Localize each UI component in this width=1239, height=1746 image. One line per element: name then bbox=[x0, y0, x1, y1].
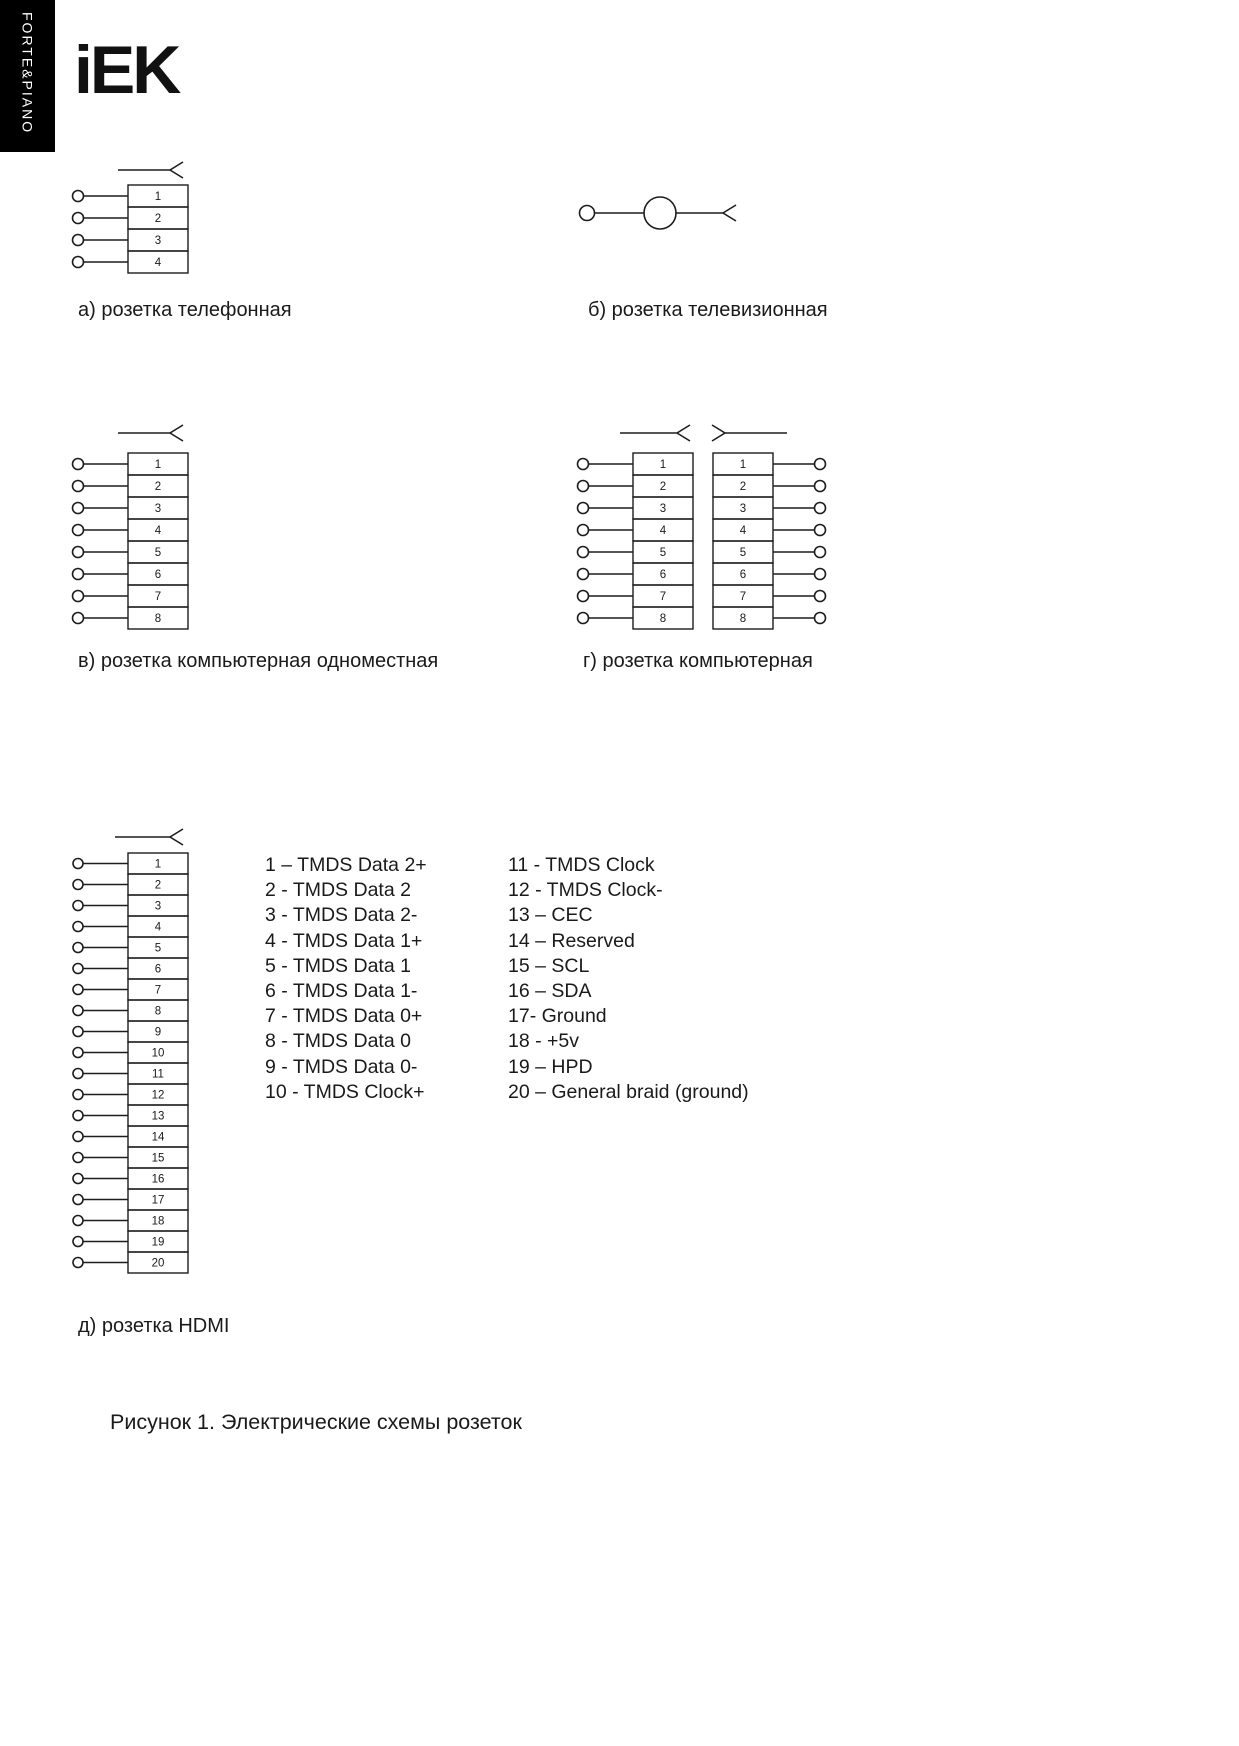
terminal-circle bbox=[815, 569, 826, 580]
diagram-hdmi-socket bbox=[60, 823, 260, 1288]
legend-item: 19 – HPD bbox=[508, 1055, 593, 1078]
pin-number: 5 bbox=[739, 547, 747, 559]
terminal-circle bbox=[73, 547, 84, 558]
terminal-circle bbox=[73, 1237, 83, 1247]
legend-item: 16 – SDA bbox=[508, 980, 592, 1003]
terminal-circle bbox=[644, 197, 676, 229]
terminal-circle bbox=[815, 481, 826, 492]
terminal-circle bbox=[73, 1153, 83, 1163]
terminal-circle bbox=[578, 547, 589, 558]
terminal-circle bbox=[73, 257, 84, 268]
terminal-circle bbox=[73, 943, 83, 953]
pin-number: 1 bbox=[154, 459, 162, 471]
pin-number: 16 bbox=[151, 1173, 165, 1186]
terminal-circle bbox=[73, 503, 84, 514]
legend-item: 14 – Reserved bbox=[508, 929, 635, 952]
terminal-circle bbox=[73, 1006, 83, 1016]
wire-line bbox=[170, 837, 183, 845]
pin-number: 2 bbox=[154, 481, 162, 493]
pin-number: 10 bbox=[151, 1047, 165, 1060]
pin-number: 3 bbox=[659, 503, 667, 515]
pin-number: 5 bbox=[659, 547, 667, 559]
terminal-circle bbox=[73, 213, 84, 224]
terminal-circle bbox=[815, 459, 826, 470]
pin-number: 2 bbox=[154, 879, 162, 892]
wire-line bbox=[170, 433, 183, 441]
terminal-circle bbox=[578, 591, 589, 602]
pin-number: 3 bbox=[154, 503, 162, 515]
terminal-circle bbox=[815, 591, 826, 602]
pin-number: 1 bbox=[154, 191, 162, 203]
legend-item: 20 – General braid (ground) bbox=[508, 1080, 749, 1103]
pin-number: 3 bbox=[154, 235, 162, 247]
legend-item: 15 – SCL bbox=[508, 954, 590, 977]
legend-item: 3 - TMDS Data 2- bbox=[265, 904, 418, 927]
legend-item: 4 - TMDS Data 1+ bbox=[265, 929, 423, 952]
legend-item: 12 - TMDS Clock- bbox=[508, 879, 663, 902]
pin-number: 4 bbox=[739, 525, 747, 537]
pin-number: 8 bbox=[739, 613, 747, 625]
terminal-circle bbox=[580, 206, 595, 221]
wire-line bbox=[677, 425, 690, 433]
diagram-b-label: б) розетка телевизионная bbox=[588, 299, 828, 321]
terminal-circle bbox=[73, 985, 83, 995]
legend-item: 10 - TMDS Clock+ bbox=[265, 1080, 425, 1103]
brand-sidebar bbox=[0, 0, 55, 152]
terminal-circle bbox=[73, 859, 83, 869]
pin-number: 3 bbox=[154, 900, 162, 913]
wire-line bbox=[723, 213, 736, 221]
wire-line bbox=[677, 433, 690, 441]
brand-series-label: FORTE&PIANO bbox=[19, 12, 36, 135]
wire-line bbox=[712, 425, 725, 433]
pin-number: 12 bbox=[151, 1089, 165, 1102]
terminal-circle bbox=[73, 1111, 83, 1121]
wire-line bbox=[170, 829, 183, 837]
terminal-circle bbox=[73, 964, 83, 974]
pin-number: 15 bbox=[151, 1152, 165, 1165]
pin-number: 13 bbox=[151, 1110, 165, 1123]
pin-number: 8 bbox=[154, 613, 162, 625]
legend-item: 11 - TMDS Clock bbox=[508, 854, 655, 876]
pin-number: 2 bbox=[154, 213, 162, 225]
terminal-circle bbox=[578, 613, 589, 624]
wire-line bbox=[170, 170, 183, 178]
legend-item: 6 - TMDS Data 1- bbox=[265, 980, 418, 1003]
terminal-circle bbox=[73, 235, 84, 246]
pin-number: 4 bbox=[659, 525, 667, 537]
pin-number: 4 bbox=[154, 525, 162, 537]
pin-number: 18 bbox=[151, 1215, 165, 1228]
pin-number: 20 bbox=[151, 1257, 165, 1270]
terminal-circle bbox=[73, 1216, 83, 1226]
legend-item: 8 - TMDS Data 0 bbox=[265, 1030, 411, 1053]
terminal-circle bbox=[578, 525, 589, 536]
diagram-computer-socket-single bbox=[60, 418, 260, 643]
terminal-circle bbox=[73, 922, 83, 932]
terminal-circle bbox=[578, 459, 589, 470]
pin-number: 6 bbox=[739, 569, 747, 581]
terminal-circle bbox=[578, 569, 589, 580]
diagram-telephone-socket bbox=[60, 155, 260, 290]
terminal-circle bbox=[73, 591, 84, 602]
terminal-circle bbox=[73, 1174, 83, 1184]
pin-number: 4 bbox=[154, 921, 162, 934]
terminal-circle bbox=[815, 525, 826, 536]
diagram-v-label: в) розетка компьютерная одноместная bbox=[78, 650, 439, 672]
terminal-circle bbox=[73, 1090, 83, 1100]
figure-caption: Рисунок 1. Электрические схемы розеток bbox=[110, 1410, 522, 1434]
pin-number: 6 bbox=[154, 569, 162, 581]
diagram-a-label: а) розетка телефонная bbox=[78, 299, 292, 321]
pin-number: 7 bbox=[659, 591, 667, 603]
diagram-g-label: г) розетка компьютерная bbox=[583, 650, 813, 672]
legend-item: 17- Ground bbox=[508, 1005, 607, 1028]
wire-line bbox=[723, 205, 736, 213]
legend-item: 9 - TMDS Data 0- bbox=[265, 1055, 418, 1078]
pin-number: 8 bbox=[659, 613, 667, 625]
pin-number: 1 bbox=[659, 459, 667, 471]
pin-number: 1 bbox=[739, 459, 747, 471]
terminal-circle bbox=[73, 459, 84, 470]
pin-number: 5 bbox=[154, 942, 162, 955]
terminal-circle bbox=[815, 547, 826, 558]
diagram-computer-socket-double bbox=[565, 418, 865, 643]
legend-item: 13 – CEC bbox=[508, 904, 593, 927]
pin-number: 9 bbox=[154, 1026, 162, 1039]
terminal-circle bbox=[815, 613, 826, 624]
terminal-circle bbox=[578, 481, 589, 492]
terminal-circle bbox=[73, 880, 83, 890]
pin-number: 5 bbox=[154, 547, 162, 559]
wire-line bbox=[712, 433, 725, 441]
pin-number: 6 bbox=[659, 569, 667, 581]
pin-number: 8 bbox=[154, 1005, 162, 1018]
legend-item: 2 - TMDS Data 2 bbox=[265, 879, 411, 902]
legend-column-1 bbox=[265, 853, 508, 1105]
terminal-circle bbox=[73, 569, 84, 580]
terminal-circle bbox=[73, 191, 84, 202]
pin-number: 6 bbox=[154, 963, 162, 976]
terminal-circle bbox=[73, 1195, 83, 1205]
pin-number: 19 bbox=[151, 1236, 165, 1249]
terminal-circle bbox=[73, 1048, 83, 1058]
terminal-circle bbox=[73, 1069, 83, 1079]
terminal-circle bbox=[73, 481, 84, 492]
hdmi-pin-legend bbox=[265, 853, 749, 1105]
diagram-d-label: д) розетка HDMI bbox=[78, 1315, 230, 1337]
terminal-circle bbox=[815, 503, 826, 514]
wire-line bbox=[170, 425, 183, 433]
pin-number: 7 bbox=[154, 984, 162, 997]
diagram-tv-socket bbox=[575, 191, 755, 236]
wire-line bbox=[170, 162, 183, 170]
pin-number: 17 bbox=[151, 1194, 165, 1207]
pin-number: 2 bbox=[739, 481, 747, 493]
pin-number: 4 bbox=[154, 257, 162, 269]
legend-item: 5 - TMDS Data 1 bbox=[265, 954, 411, 977]
terminal-circle bbox=[73, 613, 84, 624]
iek-logo: iEK bbox=[74, 32, 179, 108]
pin-number: 11 bbox=[152, 1068, 164, 1081]
pin-number: 1 bbox=[154, 858, 162, 871]
legend-item: 7 - TMDS Data 0+ bbox=[265, 1005, 423, 1028]
pin-number: 3 bbox=[739, 503, 747, 515]
legend-item: 1 – TMDS Data 2+ bbox=[265, 854, 427, 876]
terminal-circle bbox=[578, 503, 589, 514]
pin-number: 7 bbox=[154, 591, 162, 603]
terminal-circle bbox=[73, 1027, 83, 1037]
terminal-circle bbox=[73, 525, 84, 536]
pin-number: 2 bbox=[659, 481, 667, 493]
pin-number: 14 bbox=[151, 1131, 165, 1144]
terminal-circle bbox=[73, 1132, 83, 1142]
terminal-circle bbox=[73, 901, 83, 911]
legend-item: 18 - +5v bbox=[508, 1030, 580, 1053]
legend-column-2 bbox=[508, 853, 749, 1105]
pin-number: 7 bbox=[739, 591, 747, 603]
terminal-circle bbox=[73, 1258, 83, 1268]
